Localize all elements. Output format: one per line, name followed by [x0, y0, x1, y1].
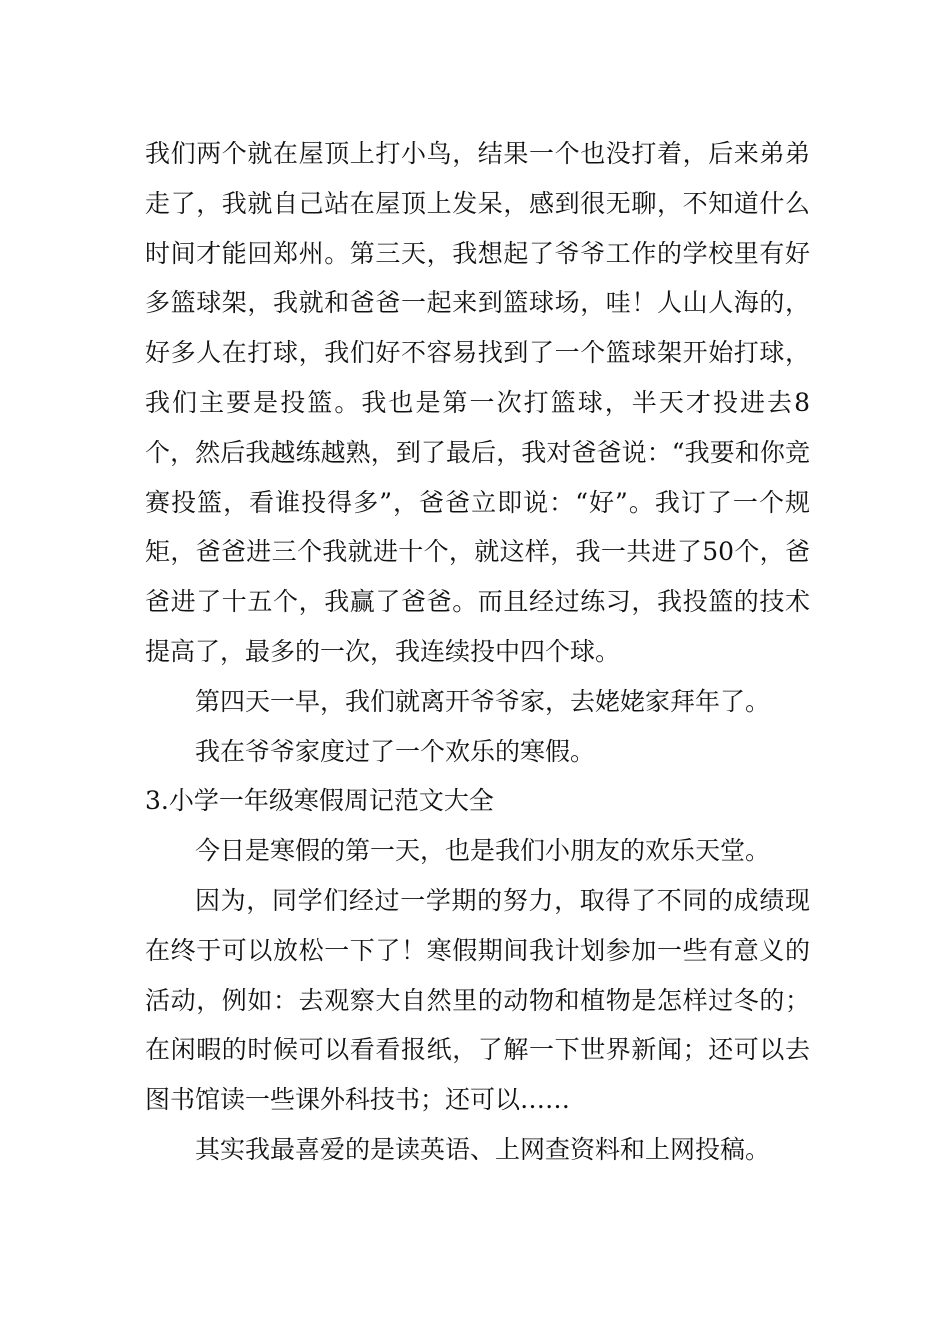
paragraph-basketball-story: 我们两个就在屋顶上打小鸟，结果一个也没打着，后来弟弟走了，我就自己站在屋顶上发呆，感到很无聊，不知道什么时间才能回郑州。第三天，我想起了爷爷工作的学校里有好多篮球架，我就和爸爸一起来到篮球场，哇！人山人海的，好多人在打球，我们好不容易找到了一个篮球架开始打球，我们主要是投篮。我也是第一次打篮球，半天才投进去8个，然后我越练越熟，到了最后，我对爸爸说：“我要和你竞赛投篮，看谁投得多”，爸爸立即说：“好”。我订了一个规矩，爸爸进三个我就进十个，就这样，我一共进了50个，爸爸进了十五个，我赢了爸爸。而且经过练习，我投篮的技术提高了，最多的一次，我连续投中四个球。	[145, 139, 810, 666]
paragraph-holiday-plans: 因为，同学们经过一学期的努力，取得了不同的成绩现在终于可以放松一下了！寒假期间我计划参加一些有意义的活动，例如：去观察大自然里的动物和植物是怎样过冬的；在闲暇的时候可以看看报纸，了解一下世界新闻；还可以去图书馆读一些课外科技书；还可以……	[145, 885, 810, 1115]
paragraph-leave-grandpa: 第四天一早，我们就离开爷爷家，去姥姥家拜年了。	[195, 686, 771, 716]
paragraph-happy-holiday: 我在爷爷家度过了一个欢乐的寒假。	[195, 736, 596, 766]
section-heading: 3.小学一年级寒假周记范文大全	[145, 786, 494, 816]
paragraph-first-day: 今日是寒假的第一天，也是我们小朋友的欢乐天堂。	[195, 836, 771, 866]
document-body	[145, 129, 810, 1175]
paragraph-favorite-activity: 其实我最喜爱的是读英语、上网查资料和上网投稿。	[195, 1134, 771, 1164]
